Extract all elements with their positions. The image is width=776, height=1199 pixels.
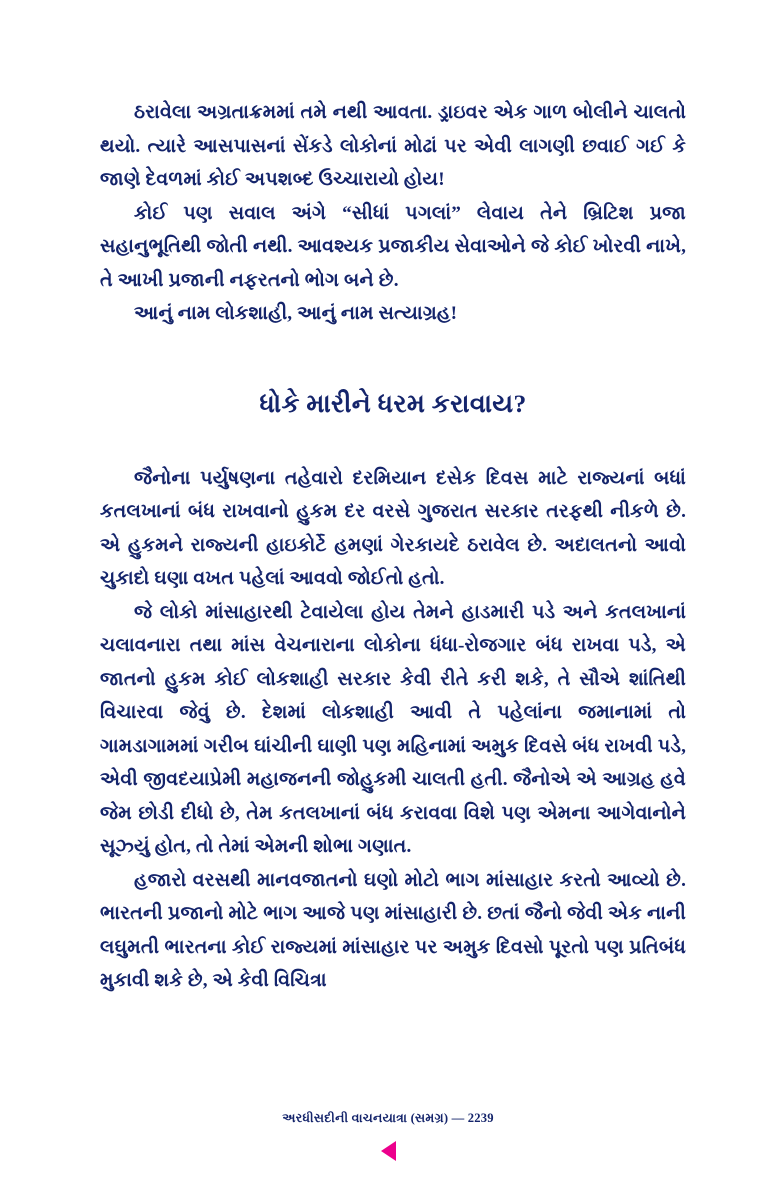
- page-footer: [0, 1109, 776, 1127]
- footer-label: અરધીસદીની વાચનયાત્રા (સમગ્ર) — 2239: [282, 1111, 494, 1125]
- triangle-left-icon[interactable]: [381, 1141, 396, 1161]
- spacer: [100, 420, 686, 462]
- paragraph: ઠરાવેલા અગ્રતાક્રમમાં તમે નથી આવતા. ડ્રાઇવર એક ગાળ બોલીને ચાલતો થયો. ત્યારે આસપાસનાં સેંકડે લોકોનાં મોઢાં પર એવી લાગણી છવાઈ ગઈ કે જાણે દેવળમાં કોઈ અપશબ્દ ઉચ્ચારાયો હોય!: [100, 102, 686, 190]
- paragraph: આનું નામ લોકશાહી, આનું નામ સત્યાગ્રહ!: [134, 303, 458, 324]
- spacer: [100, 331, 686, 389]
- section-heading: ધોકે મારીને ધરમ કરાવાય?: [259, 388, 527, 418]
- navigation-bar: [0, 1141, 776, 1161]
- paragraph: હજારો વરસથી માનવજાતનો ઘણો મોટો ભાગ માંસાહાર કરતો આવ્યો છે. ભારતની પ્રજાનો મોટે ભાગ આજે પણ માંસાહારી છે. છતાં જૈનો જેવી એક નાની લઘુમતી ભારતના કોઈ રાજ્યમાં માંસાહાર પર અમુક દિવસો પૂરતો પણ પ્રતિબંધ મુકાવી શકે છે, એ કેવી વિચિત્રા: [100, 869, 686, 991]
- document-body-continued: [100, 462, 686, 998]
- paragraph: જે લોકો માંસાહારથી ટેવાયેલા હોય તેમને હાડમારી પડે અને કતલખાનાં ચલાવનારા તથા માંસ વેચનારાના લોકોના ધંધા-રોજગાર બંધ રાખવા પડે, એ જાતનો હુકમ કોઈ લોકશાહી સરકાર કેવી રીતે કરી શકે, તે સૌએ શાંતિથી વિચારવા જેવું છે. દેશમાં લોકશાહી આવી તે પહેલાંના જમાનામાં તો ગામડાગામમાં ગરીબ ઘાંચીની ઘાણી પણ મહિનામાં અમુક દિવસે બંધ રાખવી પડે, એવી જીવદયાપ્રેમી મહાજનની જોહુકમી ચાલતી હતી. જૈનોએ એ આગ્રહ હવે જેમ છોડી દીધો છે, તેમ કતલખાનાં બંધ કરાવવા વિશે પણ એમના આગેવાનોને સૂઝ્યું હોત, તો તેમાં એમની શોભા ગણાત.: [100, 601, 686, 857]
- document-body: [100, 96, 686, 331]
- paragraph: જૈનોના પર્યુષણના તહેવારો દરમિયાન દસેક દિવસ માટે રાજ્યનાં બધાં કતલખાનાં બંધ રાખવાનો હુકમ દર વરસે ગુજરાત સરકાર તરફથી નીકળે છે. એ હુકમને રાજ્યની હાઇકોર્ટે હમણાં ગેરકાયદે ઠરાવેલ છે. અદાલતનો આવો ચુકાદો ઘણા વખત પહેલાં આવવો જોઈતો હતો.: [100, 467, 686, 589]
- paragraph: કોઈ પણ સવાલ અંગે “સીધાં પગલાં” લેવાય તેને બ્રિટિશ પ્રજા સહાનુભૂતિથી જોતી નથી. આવશ્યક પ્રજાકીય સેવાઓને જે કોઈ ખોરવી નાખે, તે આખી પ્રજાની નફરતનો ભોગ બને છે.: [100, 202, 686, 291]
